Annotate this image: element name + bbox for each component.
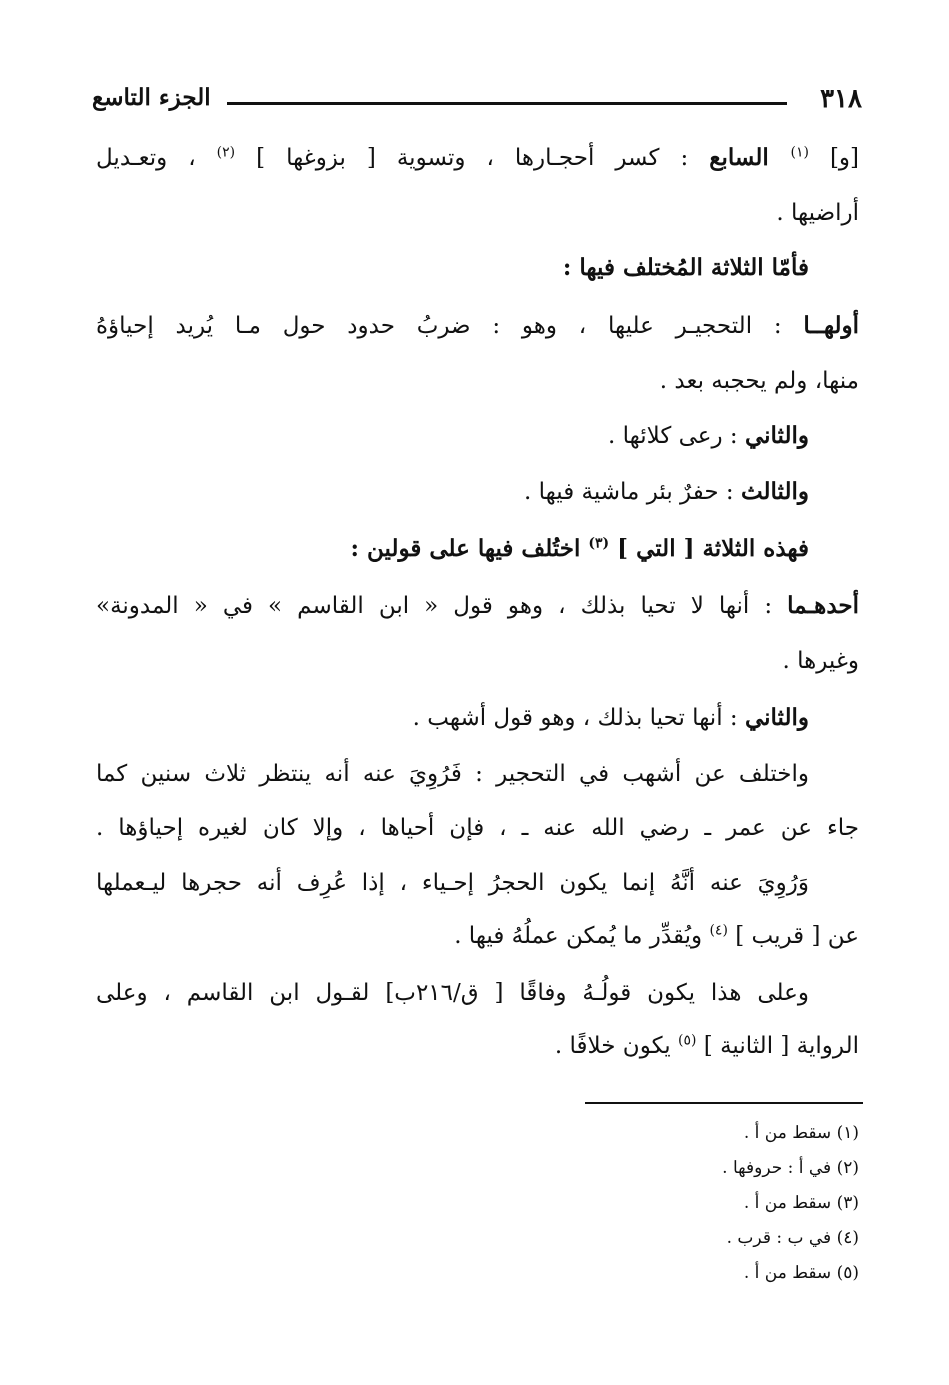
term-second: والثاني bbox=[744, 422, 809, 449]
text-line-7 bbox=[96, 476, 809, 508]
term-first-opinion: أحدهـما bbox=[787, 592, 859, 619]
line-text: ، وتعـديل bbox=[96, 145, 217, 171]
footnote-ref-1[interactable]: (١) bbox=[790, 144, 809, 161]
footnote-divider bbox=[585, 1102, 863, 1104]
bracket-text: [و] bbox=[808, 145, 859, 171]
text-line-4 bbox=[96, 310, 859, 342]
footnote-1: (١) سقط من أ . bbox=[743, 1123, 859, 1143]
footnote-5: (٥) سقط من أ . bbox=[743, 1263, 859, 1283]
footnote-ref-2[interactable]: (٢) bbox=[216, 144, 236, 161]
line-text: يكون خلافًا . bbox=[554, 1033, 678, 1059]
text-line-17 bbox=[96, 1030, 859, 1062]
part-title: الجزء التاسع bbox=[92, 84, 211, 111]
text-line-5: منها، ولم يحجبه بعد . bbox=[659, 368, 859, 394]
header-rule bbox=[227, 102, 787, 105]
line-text: ويُقدِّر ما يُمكن عملُهُ فيها . bbox=[454, 923, 710, 949]
text-line-6 bbox=[96, 420, 809, 452]
text-line-9 bbox=[96, 590, 859, 622]
running-header bbox=[92, 84, 862, 124]
text-line-1 bbox=[96, 142, 859, 174]
text-line-14: وَرُوِيَ عنه أنَّهُ إنما يكون الحجرُ إحـياء ، إذا عُرِف أنه حجرها ليـعملها bbox=[96, 870, 809, 896]
line-text: فهذه الثلاثة [ التي ] bbox=[609, 535, 809, 562]
line-text: : رعى كلائها . bbox=[607, 423, 745, 449]
line-text: : كسر أحجـارها ، وتسوية [ بزوغها ] bbox=[235, 145, 710, 171]
footnote-4: (٤) في ب : قرب . bbox=[726, 1228, 859, 1248]
text-line-2: أراضيها . bbox=[776, 200, 859, 226]
term-third: والثالث bbox=[740, 478, 809, 505]
heading-seventh: السابع bbox=[709, 144, 791, 171]
text-line-11 bbox=[96, 702, 809, 734]
section-heading: فأمّا الثلاثة المُختلف فيها : bbox=[562, 254, 809, 281]
text-line-13: جاء عن عمر ـ رضي الله عنه ـ ، فإن أحياها ، وإلا كان لغيره إحياؤها . bbox=[96, 815, 859, 841]
text-line-10: وغيرها . bbox=[782, 648, 859, 674]
text-line-16: وعلى هذا يكون قولُـهُ وفاقًا [ ق/٢١٦ب] لقـول ابن القاسم ، وعلى bbox=[96, 980, 809, 1006]
line-text: عن [ قريب ] bbox=[727, 923, 859, 949]
footnote-ref-5[interactable]: (٥) bbox=[678, 1032, 697, 1049]
footnote-2: (٢) في أ : حروفها . bbox=[722, 1158, 859, 1178]
footnote-3: (٣) سقط من أ . bbox=[743, 1193, 859, 1213]
text-line-15 bbox=[96, 920, 859, 952]
footnote-ref-3[interactable]: (٣) bbox=[588, 535, 610, 552]
line-text: : حفرٌ بئر ماشية فيها . bbox=[524, 479, 741, 505]
page-number: ٣١٨ bbox=[820, 84, 862, 114]
text-line-8 bbox=[96, 533, 809, 565]
term-first: أولهــا bbox=[803, 312, 859, 339]
term-second-opinion: والثاني bbox=[744, 704, 809, 731]
line-text: : التحجيـر عليها ، وهو : ضربُ حدود حول مـا يُريد إحياؤهُ bbox=[96, 313, 804, 339]
line-text: اختُلف فيها على قولين : bbox=[350, 535, 589, 562]
text-line-12: واختلف عن أشهب في التحجير : فَرُوِيَ عنه أنه ينتظر ثلاث سنين كما bbox=[96, 761, 809, 787]
line-text: : أنها تحيا بذلك ، وهو قول أشهب . bbox=[412, 705, 745, 731]
line-text: الرواية [ الثانية ] bbox=[696, 1033, 859, 1059]
footnote-ref-4[interactable]: (٤) bbox=[709, 922, 728, 939]
line-text: : أنها لا تحيا بذلك ، وهو قول « ابن القاسم » في « المدونة» bbox=[96, 593, 788, 619]
